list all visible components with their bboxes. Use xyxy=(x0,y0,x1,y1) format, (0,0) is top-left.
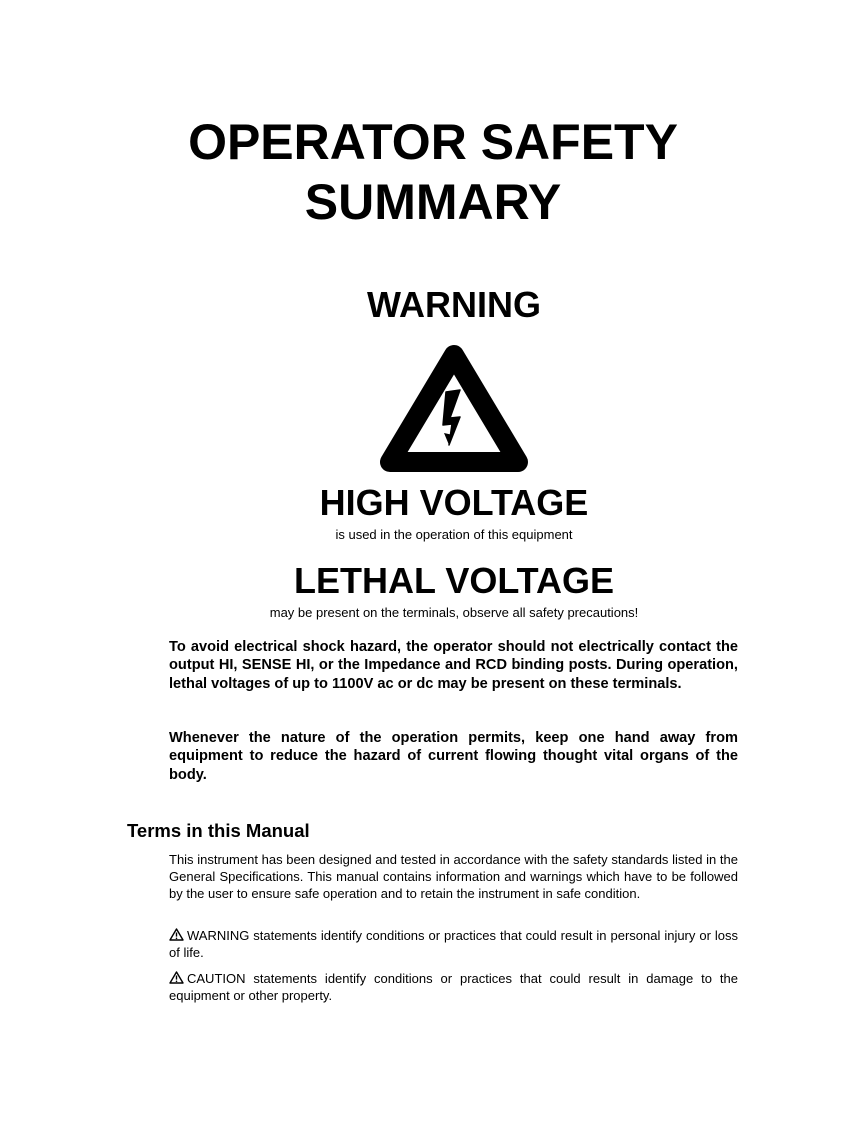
warning-heading: WARNING xyxy=(367,284,541,325)
warning-statement-paragraph xyxy=(169,927,738,961)
caution-statement-text: CAUTION statements identify conditions or practices that could result in damage to the equipment or other property. xyxy=(169,971,738,1004)
page-title-line-1: OPERATOR SAFETY xyxy=(188,114,678,170)
caution-statement-paragraph xyxy=(169,970,738,1004)
lethal-voltage-subtext: may be present on the terminals, observe all safety precautions! xyxy=(269,605,639,620)
terms-heading: Terms in this Manual xyxy=(127,820,310,841)
page-title-line-2: SUMMARY xyxy=(304,174,562,230)
warning-triangle-icon xyxy=(169,928,184,941)
page-title xyxy=(0,112,866,232)
high-voltage-heading: HIGH VOLTAGE xyxy=(319,482,589,523)
high-voltage-warning-triangle-icon xyxy=(380,342,528,474)
shock-hazard-paragraph: To avoid electrical shock hazard, the operator should not electrically contact the output HI, SENSE HI, or the Impedance and RCD binding posts. During operation, lethal voltages of up to 1100V ac or dc may be present on these terminals. xyxy=(169,639,738,692)
lethal-voltage-heading: LETHAL VOLTAGE xyxy=(294,560,614,601)
terms-intro-paragraph: This instrument has been designed and tested in accordance with the safety standards listed in the General Specifications. This manual contains information and warnings which have to be followed by the user to ensure safe operation and to retain the instrument in safe condition. xyxy=(169,852,738,902)
one-hand-paragraph: Whenever the nature of the operation permits, keep one hand away from equipment to reduce the hazard of current flowing thought vital organs of the body. xyxy=(169,730,738,783)
warning-triangle-icon xyxy=(169,971,184,984)
high-voltage-subtext: is used in the operation of this equipment xyxy=(335,527,573,542)
warning-statement-text: WARNING statements identify conditions or practices that could result in personal injury or loss of life. xyxy=(169,928,738,961)
